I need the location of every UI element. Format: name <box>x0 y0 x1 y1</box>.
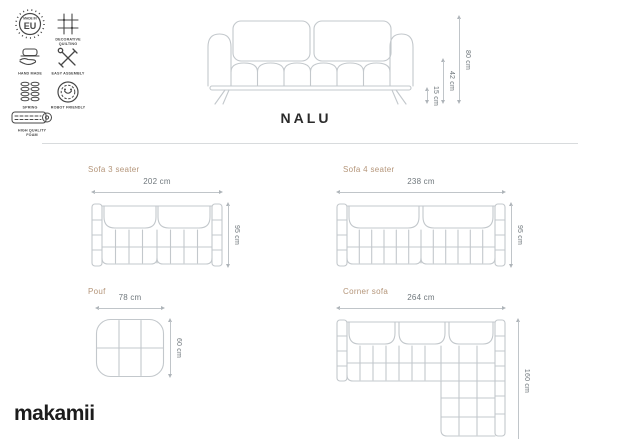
variant-label-sofa-3-seater: Sofa 3 seater <box>88 165 140 174</box>
depth-dimension-label: 95 cm <box>233 224 240 246</box>
brand-logo: makamii <box>14 402 95 425</box>
feature-high-quality-foam <box>2 108 62 143</box>
sofa-3-seater-drawing <box>91 202 223 273</box>
width-dimension-label: 78 cm <box>118 293 142 302</box>
product-title: NALU <box>280 110 332 126</box>
depth-dimension-line <box>508 202 523 268</box>
depth-dimension-label: 160 cm <box>523 368 530 393</box>
pouf-drawing <box>95 318 165 383</box>
feature-caption: ROBOT FRIENDLY <box>50 106 86 110</box>
depth-dimension-label: 95 cm <box>516 224 523 246</box>
front-view-panel <box>198 6 423 111</box>
depth-dimension-line <box>515 318 530 439</box>
spring-icon <box>17 79 43 105</box>
section-divider <box>42 143 578 144</box>
dim-seat-height-label: 42 cm <box>448 70 455 92</box>
hand-made-icon <box>17 45 43 71</box>
feature-caption: EASY ASSEMBLY <box>51 72 85 76</box>
feature-caption: HIGH QUALITY FOAM <box>17 129 47 138</box>
dim-leg-height <box>424 85 439 106</box>
variant-label-corner-sofa: Corner sofa <box>343 287 389 296</box>
depth-dimension-label: 60 cm <box>175 337 182 359</box>
dim-total-height-label: 80 cm <box>464 49 471 70</box>
sofa-4-seater-drawing <box>336 202 506 273</box>
variant-label-pouf: Pouf <box>88 287 106 296</box>
depth-dimension-line <box>167 318 182 378</box>
width-dimension-line <box>336 189 506 196</box>
feature-easy-assembly <box>44 45 92 79</box>
feature-caption: DECORATIVE QUILTING <box>55 38 81 47</box>
feature-caption: SPRING <box>22 106 38 110</box>
sofa-front-drawing <box>198 6 423 106</box>
depth-dimension-line <box>225 202 240 268</box>
corner-sofa-drawing <box>336 318 506 439</box>
eu-badge-top-text: MADE IN <box>23 16 37 21</box>
width-dimension-label: 264 cm <box>407 293 435 302</box>
width-dimension-line <box>95 305 165 312</box>
width-dimension-line <box>91 189 223 196</box>
eu-badge-main-text: EU <box>23 21 37 31</box>
eu-badge-icon <box>14 8 46 40</box>
dim-leg-height-label: 15 cm <box>432 85 439 106</box>
dim-seat-height <box>440 58 455 104</box>
dim-total-height <box>456 15 471 104</box>
robot-friendly-icon <box>55 79 81 105</box>
width-dimension-label: 202 cm <box>143 177 171 186</box>
width-dimension-line <box>336 305 506 312</box>
feature-caption: HAND MADE <box>18 72 42 76</box>
variant-label-sofa-4-seater: Sofa 4 seater <box>343 165 395 174</box>
width-dimension-label: 238 cm <box>407 177 435 186</box>
quilting-icon <box>55 11 81 37</box>
easy-assembly-icon <box>55 45 81 71</box>
foam-icon <box>11 108 53 128</box>
